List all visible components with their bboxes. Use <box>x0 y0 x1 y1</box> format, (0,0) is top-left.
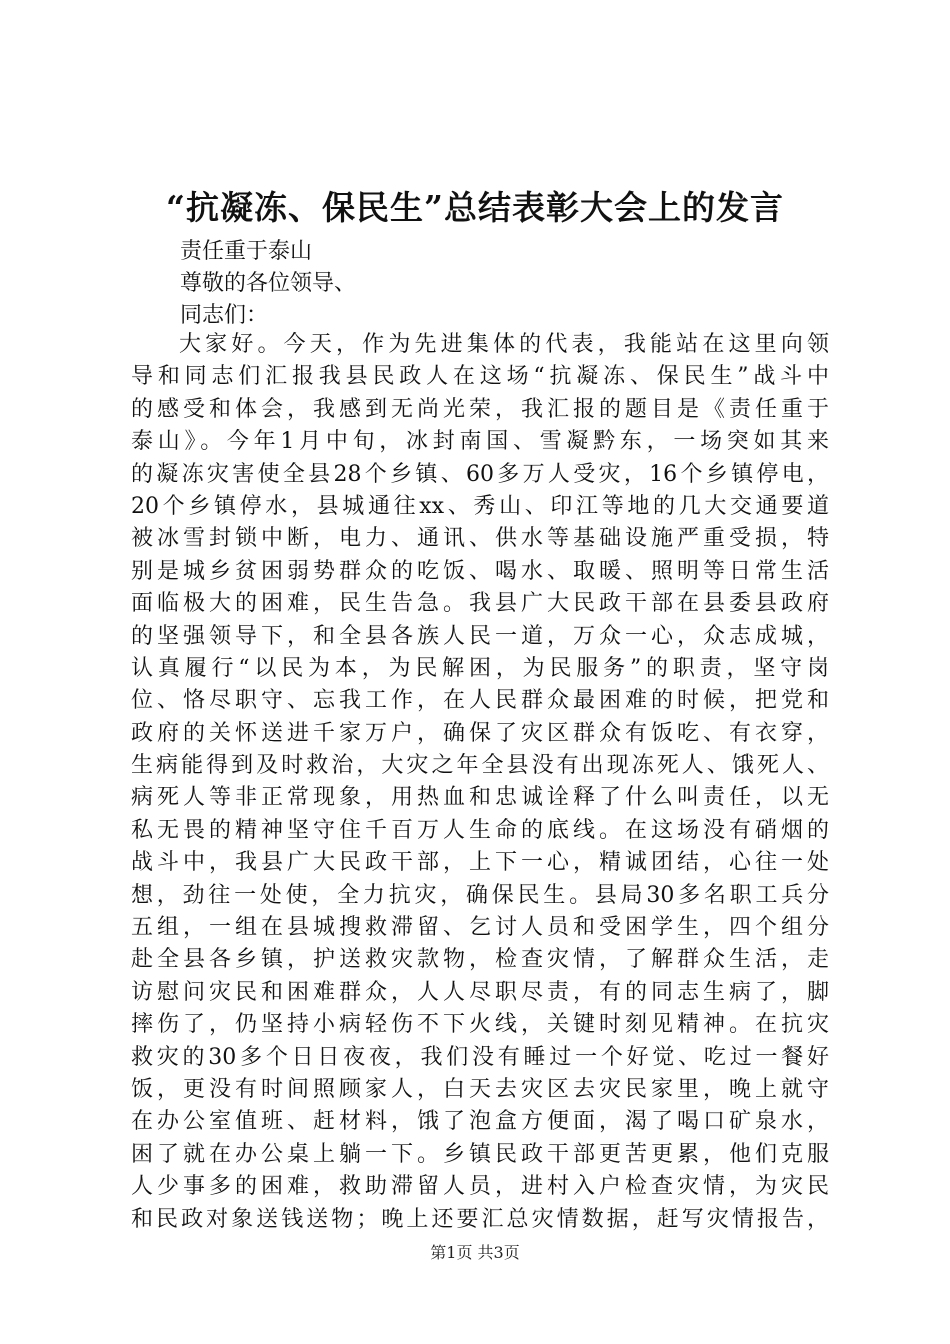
body-line: 私无畏的精神坚守住千百万人生命的底线。在这场没有硝烟的 <box>131 817 829 843</box>
body-line: 泰山》。今年1月中旬，冰封南国、雪凝黔东，一场突如其来 <box>131 429 829 455</box>
body-line: 生病能得到及时救治，大灾之年全县没有出现冻死人、饿死人、 <box>131 753 829 779</box>
body-line: 人少事多的困难，救助滞留人员，进村入户检查灾情，为灾民 <box>131 1174 829 1200</box>
salutation-line-1: 尊敬的各位领导、 <box>180 271 357 296</box>
body-line: 被冰雪封锁中断，电力、通讯、供水等基础设施严重受损，特 <box>131 526 829 552</box>
body-paragraph <box>131 329 829 1236</box>
body-line: 访慰问灾民和困难群众，人人尽职尽责，有的同志生病了，脚 <box>131 979 829 1005</box>
body-line: 救灾的30多个日日夜夜，我们没有睡过一个好觉、吃过一餐好 <box>131 1044 829 1070</box>
body-line: 的感受和体会，我感到无尚光荣，我汇报的题目是《责任重于 <box>131 396 829 422</box>
body-line: 政府的关怀送进千家万户，确保了灾区群众有饭吃、有衣穿， <box>131 720 829 746</box>
body-line: 在办公室值班、赶材料，饿了泡盒方便面，渴了喝口矿泉水， <box>131 1109 829 1135</box>
body-line: 想，劲往一处使，全力抗灾，确保民生。县局30多名职工兵分 <box>131 882 829 908</box>
body-line: 的凝冻灾害使全县28个乡镇、60多万人受灾，16个乡镇停电， <box>131 461 829 487</box>
page-footer: 第1页 共3页 <box>430 1243 520 1262</box>
body-line: 面临极大的困难，民生告急。我县广大民政干部在县委县政府 <box>131 591 829 617</box>
body-line: 五组，一组在县城搜救滞留、乞讨人员和受困学生，四个组分 <box>131 915 829 941</box>
body-line: 饭，更没有时间照顾家人，白天去灾区去灾民家里，晚上就守 <box>131 1076 829 1102</box>
salutation-line-2: 同志们： <box>180 303 269 328</box>
body-line: 的坚强领导下，和全县各族人民一道，万众一心，众志成城， <box>131 623 829 649</box>
body-line: 和民政对象送钱送物；晚上还要汇总灾情数据，赶写灾情报告， <box>131 1206 829 1232</box>
header-lines <box>180 236 820 332</box>
document-title: “抗凝冻、保民生”总结表彰大会上的发言 <box>166 188 784 227</box>
body-line: 大家好。今天，作为先进集体的代表，我能站在这里向领 <box>179 332 829 357</box>
body-line: 认真履行“以民为本，为民解困，为民服务”的职责，坚守岗 <box>131 655 829 681</box>
body-line: 导和同志们汇报我县民政人在这场“抗凝冻、保民生”战斗中 <box>131 364 829 390</box>
body-line: 困了就在办公桌上躺一下。乡镇民政干部更苦更累，他们克服 <box>131 1141 829 1167</box>
body-line: 20个乡镇停水，县城通往xx、秀山、印江等地的几大交通要道 <box>131 493 829 519</box>
body-line: 战斗中，我县广大民政干部，上下一心，精诚团结，心往一处 <box>131 850 829 876</box>
document-subtitle: 责任重于泰山 <box>180 239 313 264</box>
body-line: 病死人等非正常现象，用热血和忠诚诠释了什么叫责任，以无 <box>131 785 829 811</box>
body-line: 位、恪尽职守、忘我工作，在人民群众最困难的时候，把党和 <box>131 688 829 714</box>
body-line: 赴全县各乡镇，护送救灾款物，检查灾情，了解群众生活，走 <box>131 947 829 973</box>
body-line: 摔伤了，仍坚持小病轻伤不下火线，关键时刻见精神。在抗灾 <box>131 1012 829 1038</box>
body-line: 别是城乡贫困弱势群众的吃饭、喝水、取暖、照明等日常生活 <box>131 558 829 584</box>
